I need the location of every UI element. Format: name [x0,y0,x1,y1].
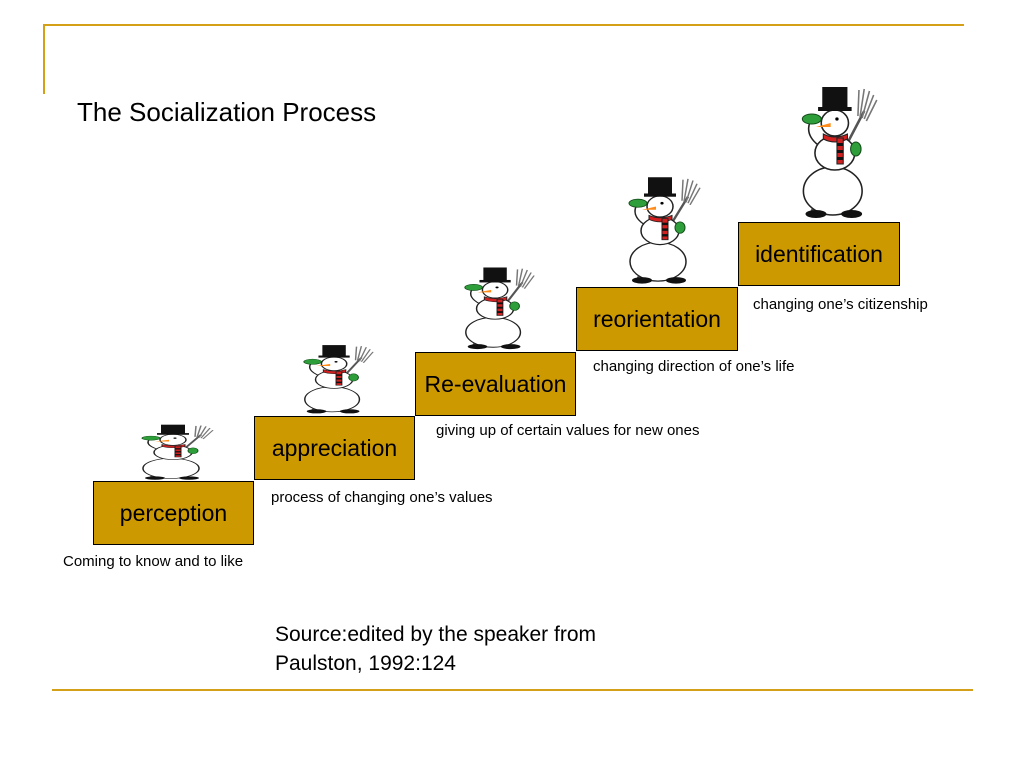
step-description: Coming to know and to like [63,553,244,570]
slide-title: The Socialization Process [77,97,377,127]
step-re-evaluation [415,352,576,416]
step-description: process of changing one’s values [271,489,493,506]
step-label: reorientation [593,305,721,332]
snowman-icon [135,423,217,481]
step-label: perception [119,499,228,526]
snowman-icon [795,83,881,221]
step-appreciation [254,416,415,480]
source-line-2: Paulston, 1992:124 [275,652,456,675]
frame-bottom-line [52,689,973,691]
source-line-1: Source:edited by the speaker from [275,623,597,646]
step-label: Re-evaluation [424,370,567,397]
frame-left-line [43,24,45,94]
step-identification [738,222,900,286]
step-label: identification [755,240,883,267]
step-description: changing direction of one’s life [593,358,795,375]
frame-top-line [43,24,964,26]
step-perception [93,481,254,545]
snowman-icon [458,265,538,351]
snowman-icon [297,343,377,415]
step-label: appreciation [271,434,398,461]
source-citation [275,620,596,678]
snowman-icon [622,174,704,286]
step-description: changing one’s citizenship [753,296,928,313]
step-description: giving up of certain values for new ones [436,422,700,439]
step-reorientation [576,287,738,351]
